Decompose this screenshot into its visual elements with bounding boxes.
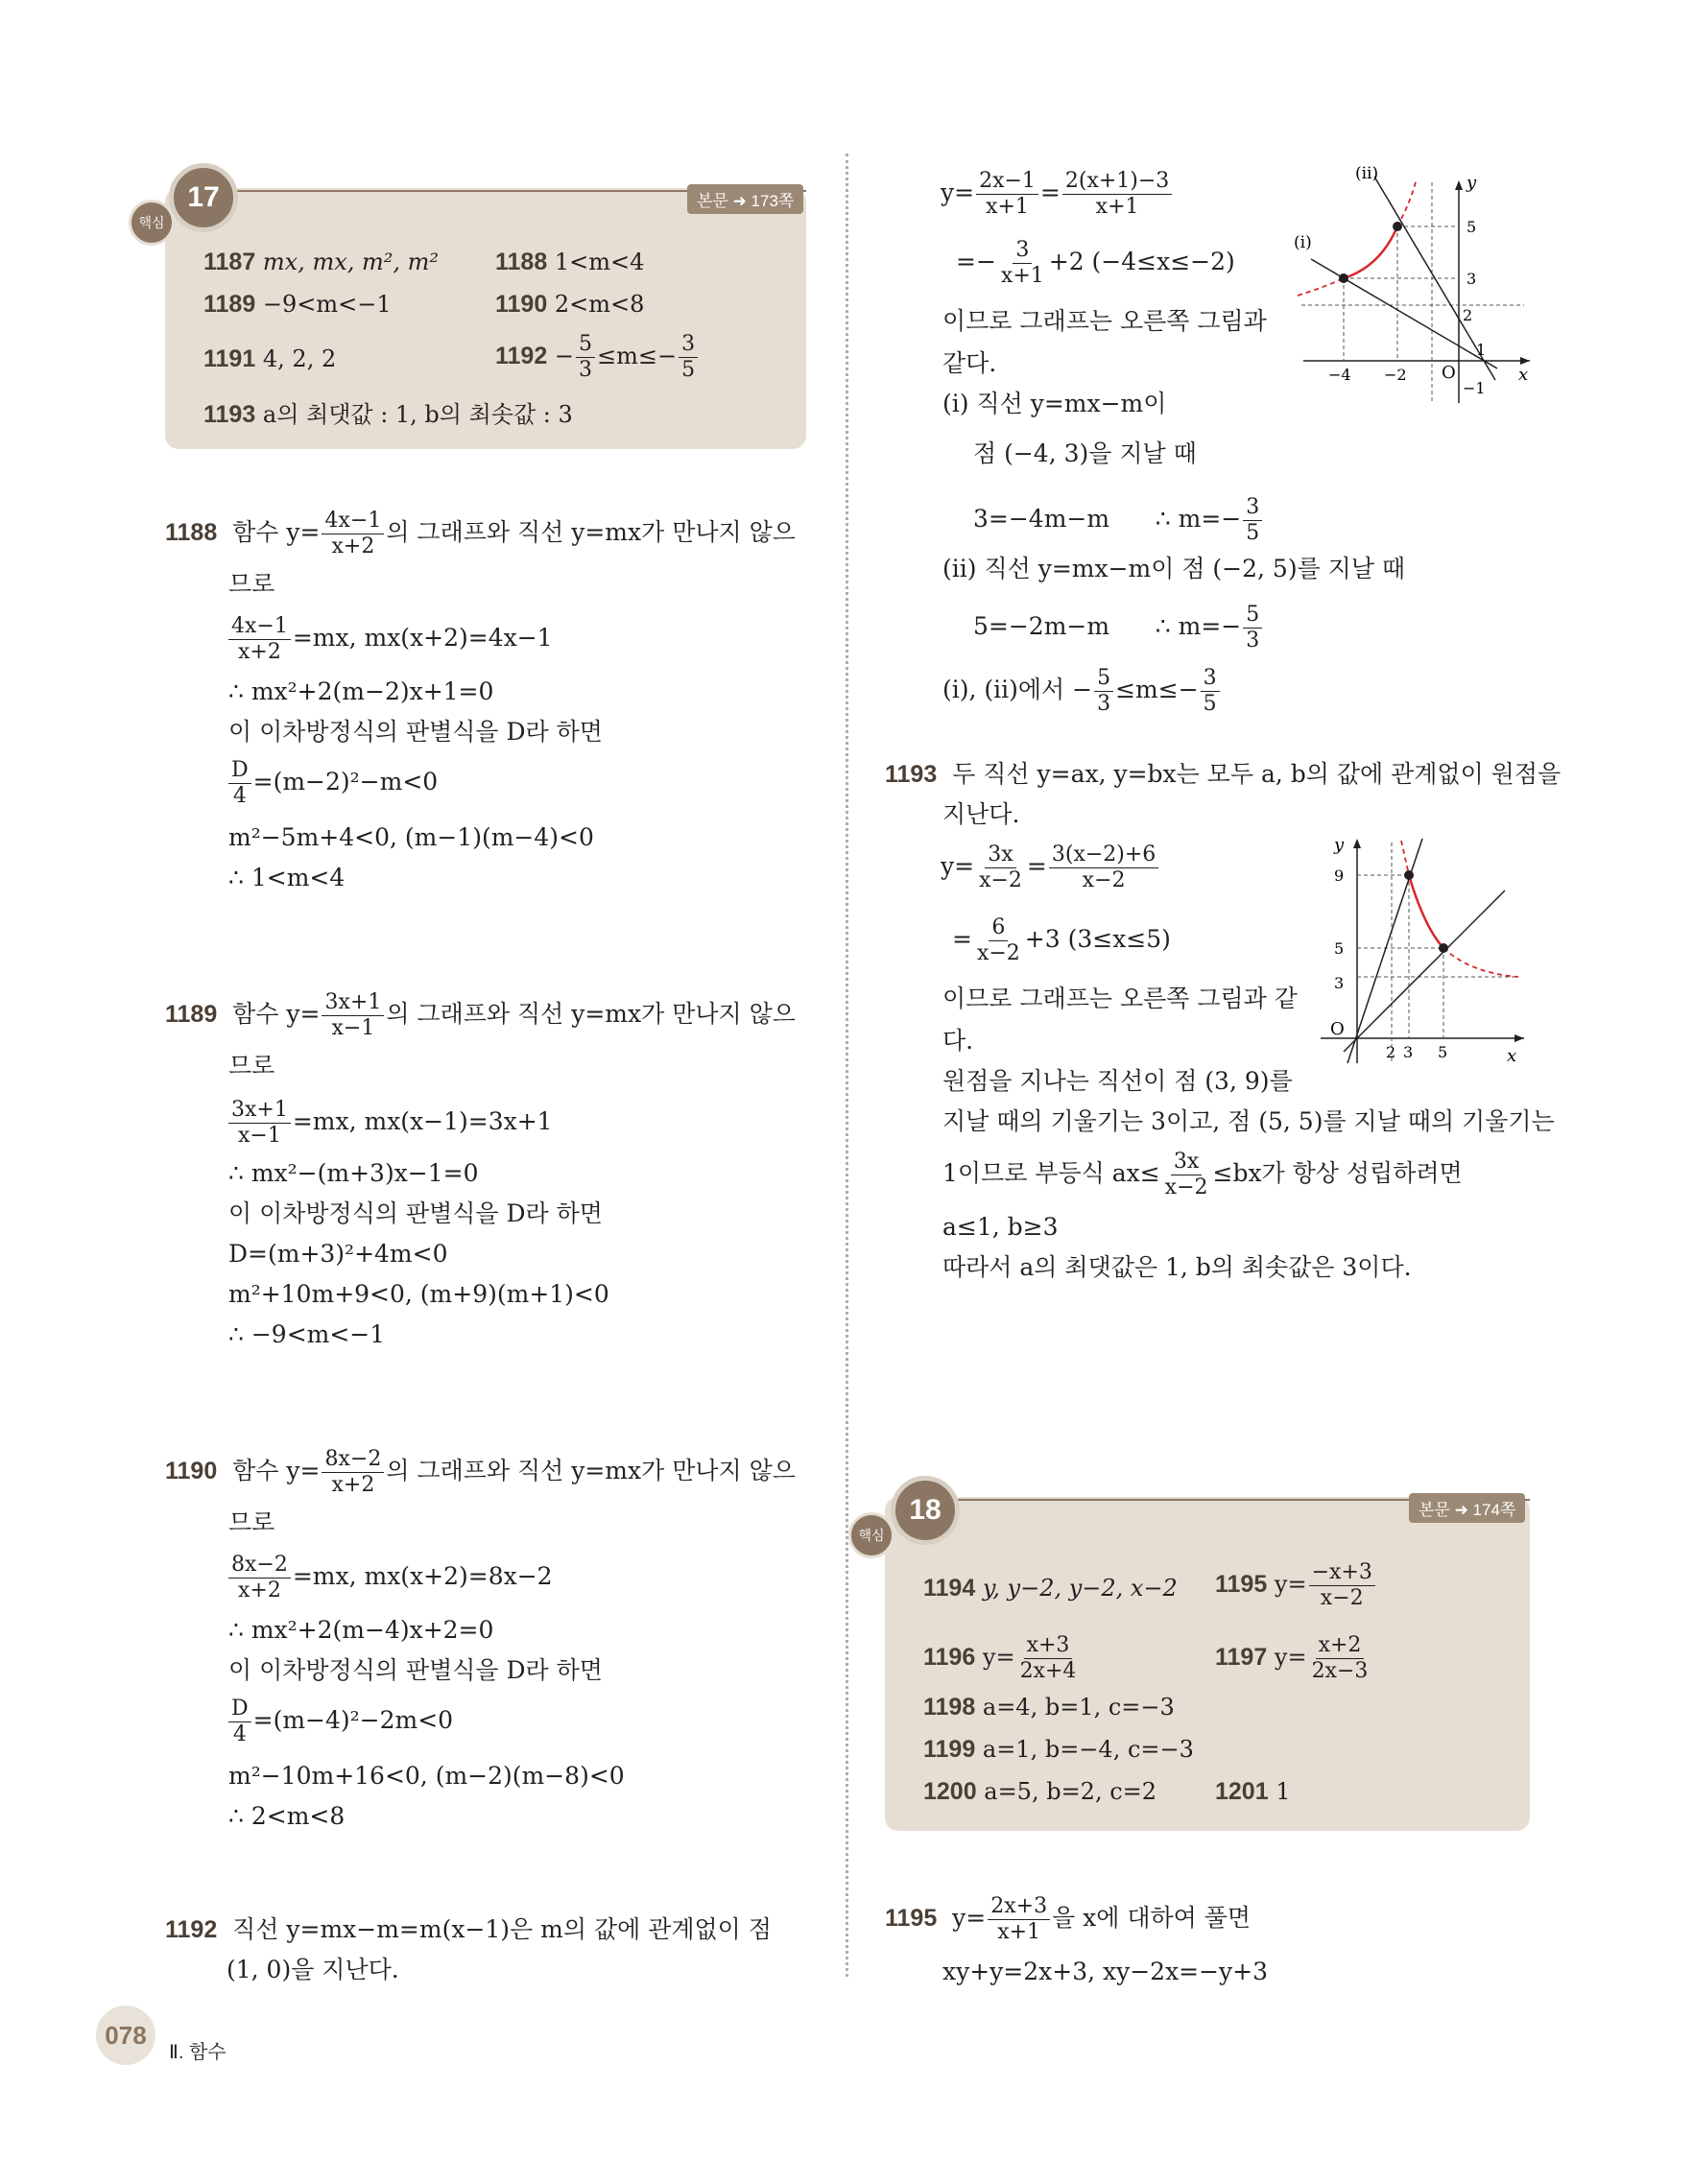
graph-1193-point <box>1404 870 1414 880</box>
graph-1192-label: (ⅱ) <box>1355 164 1379 183</box>
solution-1189-line: 이 이차방정식의 판별식을 D라 하면 <box>228 1199 603 1227</box>
solution-1190-line: ∴ 2<m<8 <box>228 1802 346 1830</box>
graph-1193-label: y <box>1334 835 1345 855</box>
graph-1193-curve <box>1409 875 1443 948</box>
solution-1190-line: m²−10m+16<0, (m−2)(m−8)<0 <box>228 1762 625 1790</box>
solution-1193-line: 지날 때의 기울기는 3이고, 점 (5, 5)를 지날 때의 기울기는 <box>942 1107 1555 1135</box>
solution-1195-head: 1195 y= $\frac{2x+3}{x+1}$ 을 x에 대하여 풀면 <box>885 1894 1252 1944</box>
solution-1195-line: xy+y=2x+3, xy−2x=−y+3 <box>942 1958 1269 1985</box>
graph-1192-label: −2 <box>1384 366 1407 384</box>
solution-1193-line: 원점을 지나는 직선이 점 (3, 9)를 <box>942 1067 1293 1095</box>
solution-1190-line: 이 이차방정식의 판별식을 D라 하면 <box>228 1656 603 1684</box>
graph-1192-label: −4 <box>1328 366 1351 384</box>
solution-1193-line: 이므로 그래프는 오른쪽 그림과 같 <box>942 985 1298 1012</box>
graph-1192-curve <box>1344 226 1397 278</box>
solution-1193-line: y= $\frac{3x}{x-2}$ = $\frac{3(x-2)+6}{x-2}$ <box>941 843 1160 893</box>
graph-1192-x-arrow <box>1520 357 1530 365</box>
answer-1195: 1195 y= $\frac{-x+3}{x-2}$ <box>1215 1560 1377 1611</box>
solution-1188-line: m²−5m+4<0, (m−1)(m−4)<0 <box>228 823 594 851</box>
answer-1193: 1193 a의 최댓값 : 1, b의 최솟값 : 3 <box>203 401 573 428</box>
answer-1190: 1190 2<m<8 <box>495 291 645 318</box>
solution-1193-head: 1193 두 직선 y=ax, y=bx는 모두 a, b의 값에 관계없이 원점을 <box>885 760 1562 788</box>
graph-1193-label: 3 <box>1403 1043 1414 1061</box>
graph-1193-label: 9 <box>1334 866 1345 885</box>
solution-1188-line: $\frac{4x-1}{x+2}$ =mx, mx(x+2)=4x−1 <box>227 614 553 665</box>
graph-1193-y-arrow <box>1353 839 1361 848</box>
solution-1192-cont-line: (i), (ii)에서 − $\frac{5}{3}$ ≤m≤− $\frac{3}{5}$ <box>942 666 1222 717</box>
page-ref-18[interactable]: 본문 ➜ 174쪽 <box>1409 1493 1525 1523</box>
solution-1188-line: $\frac{D}{4}$ =(m−2)²−m<0 <box>227 758 438 809</box>
solution-1188-line: 므로 <box>228 570 275 598</box>
answer-1200: 1200 a=5, b=2, c=2 <box>923 1778 1157 1805</box>
solution-1188-line: ∴ 1<m<4 <box>228 864 346 891</box>
graph-1193-curve-ext <box>1401 841 1518 977</box>
answer-1192: 1192 − $\frac{5}{3}$ ≤m≤− $\frac{3}{5}$ <box>495 332 700 383</box>
graph-1193-x-arrow <box>1514 1034 1524 1042</box>
solution-1189-line: ∴ mx²−(m+3)x−1=0 <box>228 1159 479 1187</box>
solution-1193-line: a≤1, b≥3 <box>942 1213 1059 1241</box>
solution-1192-line: (1, 0)을 지난다. <box>227 1956 399 1983</box>
answer-1198: 1198 a=4, b=1, c=−3 <box>923 1694 1175 1721</box>
solution-1192-cont-line: y= $\frac{2x-1}{x+1}$ = $\frac{2(x+1)-3}{x+1}$ <box>941 169 1174 220</box>
answer-1191: 1191 4, 2, 2 <box>203 345 337 372</box>
section-badge-17: 17 <box>169 163 238 232</box>
solution-1190-line: ∴ mx²+2(m−4)x+2=0 <box>228 1616 494 1644</box>
answer-1188: 1188 1<m<4 <box>495 249 645 275</box>
solution-1189-head: 1189 함수 y= $\frac{3x+1}{x-1}$ 의 그래프와 직선 y=mx가 만나지 않으 <box>165 990 796 1040</box>
solution-1193-line: = $\frac{6}{x-2}$ +3 (3≤x≤5) <box>952 915 1171 965</box>
solution-1192-cont-line: (ii) 직선 y=mx−m이 점 (−2, 5)를 지날 때 <box>942 555 1406 582</box>
answer-1201: 1201 1 <box>1215 1778 1291 1805</box>
graph-1192-label: 5 <box>1466 218 1477 236</box>
solution-1188-line: 이 이차방정식의 판별식을 D라 하면 <box>228 718 603 746</box>
solution-1193-line: 다. <box>942 1027 974 1055</box>
core-badge-18: 핵심 <box>848 1512 894 1558</box>
core-badge-17: 핵심 <box>129 200 175 246</box>
answer-1196: 1196 y= $\frac{x+3}{2x+4}$ <box>923 1633 1077 1683</box>
graph-1192-label: y <box>1466 173 1477 193</box>
solution-1188-line: ∴ mx²+2(m−2)x+1=0 <box>228 677 494 705</box>
column-divider <box>846 154 848 1977</box>
graph-1192-label: 2 <box>1463 306 1473 324</box>
solution-1192-cont-line: 같다. <box>942 349 997 377</box>
answer-1199: 1199 a=1, b=−4, c=−3 <box>923 1736 1194 1763</box>
solution-1189-line: 므로 <box>228 1052 275 1080</box>
graph-1193-label: 2 <box>1386 1043 1396 1061</box>
graph-1193 <box>1317 833 1528 1073</box>
solution-1193-line: 1이므로 부등식 ax≤ $\frac{3x}{x-2}$ ≤bx가 항상 성립하려면 <box>942 1150 1463 1199</box>
graph-1192-label: 1 <box>1476 341 1487 359</box>
graph-1193-label: O <box>1330 1019 1345 1039</box>
graph-1192-label: O <box>1442 363 1456 383</box>
chapter-title: Ⅱ. 함수 <box>169 2042 227 2063</box>
solution-1190-line: 므로 <box>228 1508 275 1536</box>
graph-1192-y-arrow <box>1455 180 1463 190</box>
solution-1192-head: 1192 직선 y=mx−m=m(x−1)은 m의 값에 관계없이 점 <box>165 1915 772 1943</box>
solution-1192-cont-line: 이므로 그래프는 오른쪽 그림과 <box>942 307 1267 335</box>
solution-1193-line: 지난다. <box>942 800 1020 828</box>
graph-1193-label: 5 <box>1334 939 1345 958</box>
graph-1192-label: x <box>1518 365 1529 385</box>
answer-1194: 1194 y, y−2, y−2, x−2 <box>923 1575 1178 1602</box>
graph-1192-point <box>1339 273 1348 283</box>
solution-1192-cont-line: 점 (−4, 3)을 지날 때 <box>973 439 1197 467</box>
section-badge-18: 18 <box>891 1476 960 1545</box>
graph-1192-point <box>1393 222 1402 231</box>
solution-1189-line: ∴ −9<m<−1 <box>228 1320 386 1348</box>
graph-1192-label: −1 <box>1463 379 1486 397</box>
solution-1190-line: $\frac{D}{4}$ =(m−4)²−2m<0 <box>227 1697 453 1747</box>
solution-1192-cont-line: =− $\frac{3}{x+1}$ +2 (−4≤x≤−2) <box>956 238 1235 288</box>
page-number: 078 <box>96 2006 155 2065</box>
page-ref-17[interactable]: 본문 ➜ 173쪽 <box>687 184 803 214</box>
solution-1189-line: m²+10m+9<0, (m+9)(m+1)<0 <box>228 1280 609 1308</box>
solution-1190-line: $\frac{8x-2}{x+2}$ =mx, mx(x+2)=8x−2 <box>227 1553 553 1603</box>
graph-1193-label: x <box>1507 1046 1517 1066</box>
graph-1193-label: 5 <box>1438 1043 1448 1061</box>
solution-1189-line: $\frac{3x+1}{x-1}$ =mx, mx(x−1)=3x+1 <box>227 1098 553 1149</box>
answer-1197: 1197 y= $\frac{x+2}{2x-3}$ <box>1215 1633 1369 1683</box>
solution-1192-cont-line: 3=−4m−m ∴ m=− $\frac{3}{5}$ <box>973 495 1264 546</box>
solution-1189-line: D=(m+3)²+4m<0 <box>228 1240 448 1268</box>
graph-1192-label: 3 <box>1466 270 1477 288</box>
graph-1193-label: 3 <box>1334 974 1345 992</box>
solution-1193-line: 따라서 a의 최댓값은 1, b의 최솟값은 3이다. <box>942 1253 1412 1281</box>
graph-1192-label: (ⅰ) <box>1294 233 1312 252</box>
solution-1190-head: 1190 함수 y= $\frac{8x-2}{x+2}$ 의 그래프와 직선 y=mx가 만나지 않으 <box>165 1447 796 1497</box>
answer-1189: 1189 −9<m<−1 <box>203 291 392 318</box>
graph-1192 <box>1294 163 1534 413</box>
solution-1192-cont-line: (i) 직선 y=mx−m이 <box>942 390 1167 417</box>
solution-1192-cont-line: 5=−2m−m ∴ m=− $\frac{5}{3}$ <box>973 603 1264 653</box>
graph-1193-point <box>1439 943 1448 953</box>
answer-1187: 1187 mx, mx, m², m² <box>203 249 440 275</box>
solution-1188-head: 1188 함수 y= $\frac{4x-1}{x+2}$ 의 그래프와 직선 y=mx가 만나지 않으 <box>165 509 796 558</box>
